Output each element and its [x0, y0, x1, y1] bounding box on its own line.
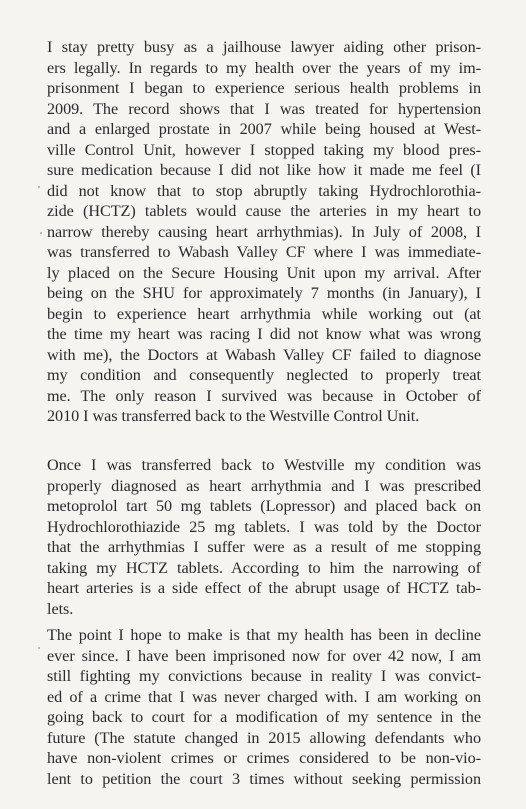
text-line: 2009. The record shows that I was treated for hypertension [47, 99, 481, 118]
text-line: properly diagnosed as heart arrhythmia and I was prescribed [47, 476, 481, 495]
text-line: narrow thereby causing heart arrhythmias). In July of 2008, I [47, 222, 481, 241]
text-line: lets. [47, 599, 74, 618]
scan-speck [38, 186, 40, 188]
text-line: ly placed on the Secure Housing Unit upon my arrival. After [47, 263, 481, 282]
text-line: did not know that to stop abruptly taking Hydrochlorothia- [47, 181, 481, 200]
text-line: lent to petition the court 3 times without seeking permission [47, 769, 481, 788]
text-line: zide (HCTZ) tablets would cause the arteries in my heart to [47, 202, 481, 220]
text-line: Hydrochlorothiazide 25 mg tablets. I was told by the Doctor [47, 517, 481, 536]
text-line: heart arteries is a side effect of the abrupt usage of HCTZ tab- [47, 579, 481, 597]
text-line: 2010 I was transferred back to the Westville Control Unit. [47, 407, 420, 425]
text-line: future (The statute changed in 2015 allowing defendants who [47, 728, 481, 747]
scan-speck [40, 232, 42, 234]
text-line: the time my heart was racing I did not know what was wrong [47, 325, 481, 343]
text-line: me. The only reason I survived was because in October of [47, 386, 481, 405]
text-line: being on the SHU for approximately 7 months (in January), I [47, 284, 481, 302]
paragraph-1 [47, 37, 481, 427]
text-line: and a enlarged prostate in 2007 while being housed at West- [47, 120, 481, 138]
text-line: going back to court for a modification of my sentence in the [47, 708, 481, 726]
text-line: have non-violent crimes or crimes considered to be non-vio- [47, 749, 481, 767]
text-line: metoprolol tart 50 mg tablets (Lopressor) and placed back on [47, 497, 481, 515]
text-line: The point I hope to make is that my health has been in decline [47, 626, 481, 644]
text-line: prisonment I began to experience serious health problems in [47, 79, 481, 97]
text-line: still fighting my convictions because in reality I was convict- [47, 667, 481, 685]
text-line: begin to experience heart arrhythmia while working out (at [47, 304, 481, 323]
text-line: with me), the Doctors at Wabash Valley CF failed to diagnose [47, 345, 481, 364]
text-line: ville Control Unit, however I stopped taking my blood pres- [47, 140, 481, 159]
text-line: ed of a crime that I was never charged with. I am working on [47, 687, 481, 706]
text-line: taking my HCTZ tablets. According to him the narrowing of [47, 558, 481, 577]
text-line: I stay pretty busy as a jailhouse lawyer aiding other prison- [47, 38, 481, 56]
paragraph-2 [47, 455, 481, 619]
text-line: sure medication because I did not like how it made me feel (I [47, 161, 481, 179]
text-line: that the arrhythmias I suffer were as a result of me stopping [47, 538, 481, 556]
text-line: ever since. I have been imprisoned now for over 42 now, I am [47, 646, 481, 665]
scan-speck [38, 647, 40, 649]
text-line: my condition and consequently neglected to properly treat [47, 366, 481, 384]
text-line: was transferred to Wabash Valley CF where I was immediate- [47, 243, 481, 261]
text-line: Once I was transferred back to Westville my condition was [47, 456, 481, 474]
text-line: ers legally. In regards to my health over the years of my im- [47, 58, 481, 77]
paragraph-3 [47, 625, 481, 789]
